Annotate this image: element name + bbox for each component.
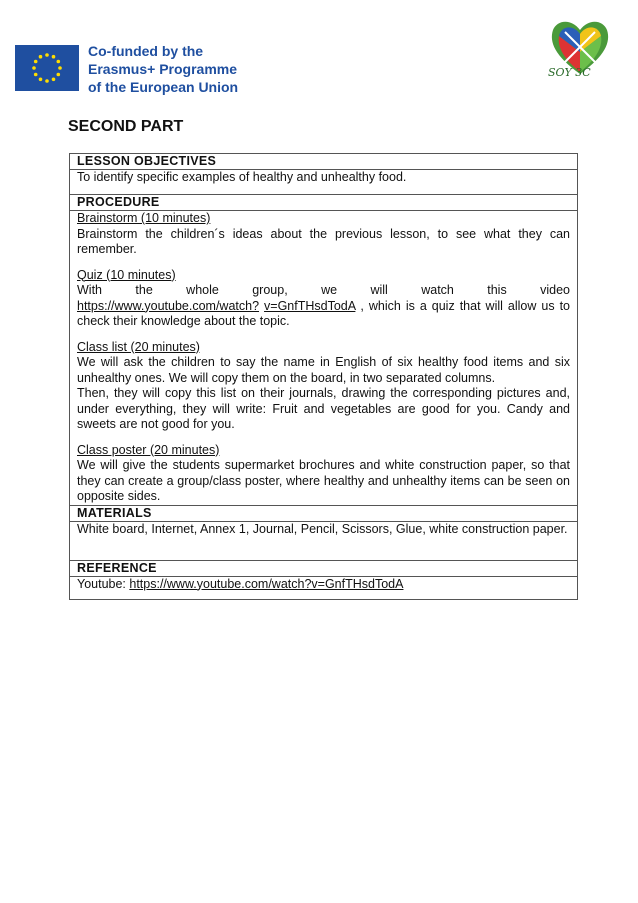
reference-label: Youtube: [77,576,130,591]
eu-funding-text [88,42,238,96]
classlist-text-2: Then, they will copy this list on their journals, drawing the corresponding pictures and, under everything, they will write: Fruit and vegetables are good for you. Candy and sweets are not good for you. [77,386,570,431]
procedure-body-row [70,211,578,506]
procedure-body [70,211,578,506]
brainstorm-text: Brainstorm the children´s ideas about the previous lesson, to see what they can remember. [77,226,570,256]
logo-caption: SOY 3C [548,66,591,79]
classlist-title: Class list (20 minutes) [77,339,200,354]
materials-heading: MATERIALS [70,505,578,521]
eu-line-2: Erasmus+ Programme [88,61,238,77]
procedure-heading: PROCEDURE [70,195,578,211]
page-header [0,0,638,110]
lesson-table [69,153,578,600]
poster-text: We will give the students supermarket brochures and white construction paper, so that they can create a group/class poster, where healthy and unhealthy items can be seen on opposite sides. [77,458,570,503]
quiz-text-after: , which is a quiz that will allow us to check their knowledge about the topic. [77,298,570,328]
poster-title: Class poster (20 minutes) [77,442,220,457]
quiz-link-1[interactable]: https://www.youtube.com/watch? [77,298,260,313]
brainstorm-title: Brainstorm (10 minutes) [77,211,211,225]
reference-body [70,576,578,599]
section-title: SECOND PART [68,118,184,135]
objectives-text: To identify specific examples of healthy and unhealthy food. [70,170,578,195]
materials-body-row [70,521,578,560]
objectives-heading-row [70,154,578,170]
reference-heading-row [70,560,578,576]
quiz-text-before: With the whole group, we will watch this video [77,283,570,297]
quiz-text [77,283,570,330]
classlist-text-1: We will ask the children to say the name in English of six healthy food items and six unhealthy ones. We will copy them on the board, in two separated columns. [77,355,570,385]
reference-heading: REFERENCE [70,560,578,576]
objectives-heading: LESSON OBJECTIVES [70,154,578,170]
eu-line-3: of the European Union [88,79,239,95]
procedure-heading-row [70,195,578,211]
eu-line-1: Co-funded by the [88,43,204,59]
eu-flag-icon [15,45,79,91]
reference-link[interactable]: https://www.youtube.com/watch?v=GnfTHsdTodA [129,576,404,591]
materials-text: White board, Internet, Annex 1, Journal, Pencil, Scissors, Glue, white construction paper. [70,521,578,560]
quiz-link-2[interactable]: v=GnfTHsdTodA [264,298,356,313]
quiz-title: Quiz (10 minutes) [77,267,176,282]
materials-heading-row [70,505,578,521]
reference-body-row [70,576,578,599]
objectives-body-row [70,170,578,195]
